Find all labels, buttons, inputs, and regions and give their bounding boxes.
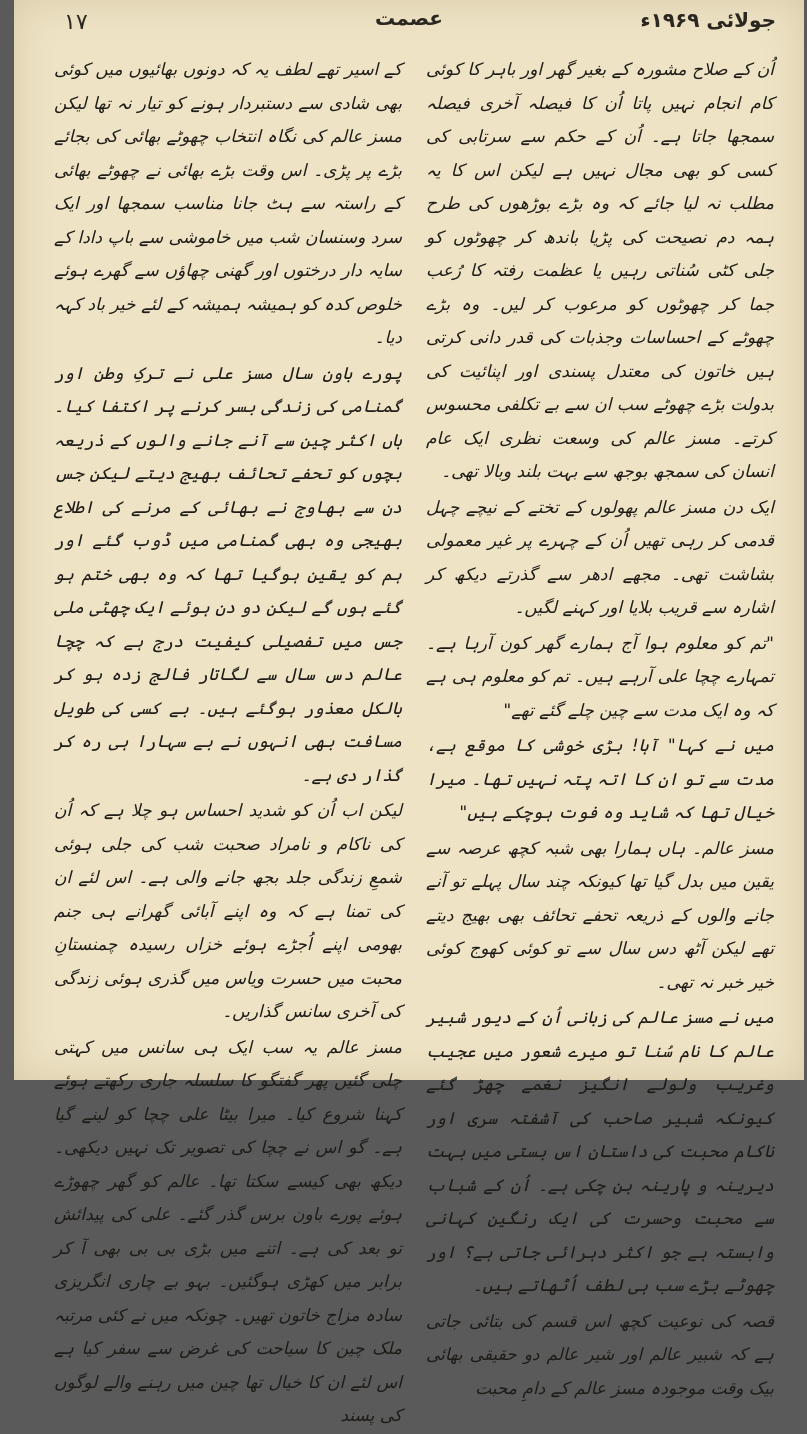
paragraph: مسز عالم۔ ہاں ہمارا بھی شبہ کچھ عرصہ سے یقین میں بدل گیا تھا کیونکہ چند سال پہلے تو آنے جانے والوں کے ذریعہ تحفے تحائف بھی بھیج دیتے تھے لیکن آٹھ دس سال سے تو کوئی کھوج کوئی خیر خبر نہ تھی۔ xyxy=(426,838,774,993)
paragraph: میں نے مسز عالم کی زبانی اُن کے دیور شبیر عالم کا نام سُنا تو میرے شعور میں عجیب وغریب ولولے انگیز نغمے چھڑ گئے کیونکہ شبیر صاحب کی آشفتہ سری اور ناکام محبت کی داستان اس بستی میں بہت دیرینہ و پارینہ بن چکی ہے۔ اُن کے شباب سے محبت وحسرت کی ایک رنگین کہانی وابستہ ہے جو اکثر دہرائی جاتی ہے؟ اور چھوٹے بڑے سب ہی لطف اُٹھاتے ہیں۔ xyxy=(426,1008,774,1296)
right-column xyxy=(426,54,774,1399)
paragraph: لیکن اب اُن کو شدید احساس ہو چلا ہے کہ اُن کی ناکام و نامراد صحبت شب کی جلی ہوئی شمعِ زندگی جلد بجھ جانے والی ہے۔ اس لئے ان کی تمنا ہے کہ وہ اپنے آبائی گھرانے ہی جنم بھومی اپنے اُجڑے ہوئے خزاں رسیدہ چمنستانِ محبت میں حسرت ویاس میں گذری ہوئی زندگی کی آخری سانس گذاریں۔ xyxy=(54,801,402,1022)
left-column xyxy=(54,54,402,1426)
journal-title: عصمت xyxy=(375,6,443,30)
paragraph: اُن کے صلاح مشورہ کے بغیر گھر اور باہر کا کوئی کام انجام نہیں پاتا اُن کا فیصلہ آخری فیصلہ سمجھا جاتا ہے۔ اُن کے حکم سے سرتابی کی کسی کو بھی مجال نہیں ہے لیکن اس کا یہ مطلب نہ لیا جائے کہ وہ بڑے بوڑھوں کی طرح ہمہ دم نصیحت کی پڑیا باندھ کر چھوٹوں کو جلی کٹی سُناتی رہیں یا عظمت رفتہ کا رُعب جما کر چھوٹوں کو مرعوب کر لیں۔ وہ بڑے چھوٹے کے احساسات وجذبات کی قدر دانی کرتی ہیں خاتون کی معتدل پسندی اور اپنائیت کی بدولت بڑے چھوٹے سب ان سے بے تکلفی محسوس کرتے۔ مسز عالم کی وسعت نظری ایک عام انسان کی سمجھ بوجھ سے بہت بلند وبالا تھی۔ xyxy=(426,60,774,482)
page-number: ۱۷ xyxy=(64,10,88,35)
paragraph: کے اسیر تھے لطف یہ کہ دونوں بھائیوں میں کوئی بھی شادی سے دستبردار ہونے کو تیار نہ تھا لیکن مسز عالم کی نگاہ انتخاب چھوٹے بھائی کی بجائے بڑے پر پڑی۔ اس وقت بڑے بھائی نے چھوٹے بھائی کے راستہ سے ہٹ جانا مناسب سمجھا اور ایک سرد وسنسان شب میں خاموشی سے باپ دادا کے سایہ دار درختوں اور گھنی چھاؤں سے گھرے ہوئے خلوص کدہ کو ہمیشہ ہمیشہ کے لئے خیر باد کہہ دیا۔ xyxy=(54,60,402,348)
issue-date: جولائی ۱۹۶۹ء xyxy=(640,8,776,32)
paragraph: قصہ کی نوعیت کچھ اس قسم کی بتائی جاتی ہے کہ شبیر عالم اور شیر عالم دو حقیقی بھائی بیک وقت موجودہ مسز عالم کے دامِ محبت xyxy=(426,1311,774,1399)
magazine-page xyxy=(14,0,804,1426)
paragraph: ایک دن مسز عالم پھولوں کے تختے کے نیچے چہل قدمی کر رہی تھیں اُن کے چہرے پر غیر معمولی بشاشت تھی۔ مجھے ادھر سے گذرتے دیکھ کر اشارہ سے قریب بلایا اور کہنے لگیں۔ xyxy=(426,497,774,618)
page-header xyxy=(14,0,804,44)
text-columns xyxy=(54,54,774,1426)
paragraph: پورے باون سال مسز علی نے ترکِ وطن اور گمنامی کی زندگی بسر کرنے پر اکتفا کیا۔ ہاں اکثر چین سے آنے جانے والوں کے ذریعہ بچوں کو تحفے تحائف بھیج دیتے لیکن جس دن سے بھاوج نے بھائی کے مرنے کی اطلاع بھیجی وہ بھی گمنامی میں ڈوب گئے اور ہم کو یقین ہوگیا تھا کہ وہ بھی ختم ہو گئے ہوں گے لیکن دو دن ہوئے ایک چھٹی ملی جس میں تفصیلی کیفیت درج ہے کہ چچا عالم دس سال سے لگاتار فالج زدہ ہو کر بالکل معذور ہوگئے ہیں۔ بے کسی کی طویل مسافت بھی انہوں نے بے سہارا ہی رہ کر گذار دی ہے۔ xyxy=(54,363,402,786)
paragraph: میں نے کہا" آہا! بڑی خوشی کا موقع ہے، مدت سے تو ان کا اتہ پتہ نہیں تھا۔ میرا خیال تھا کہ شاید وہ فوت ہوچکے ہیں" xyxy=(426,736,774,823)
paragraph: مسز عالم یہ سب ایک ہی سانس میں کہتی چلی گئیں پھر گفتگو کا سلسلہ جاری رکھتے ہوئے کہنا شروع کیا۔ میرا بیٹا علی چچا کو لینے گیا ہے۔ گو اس نے چچا کی تصویر تک نہیں دیکھی۔ دیکھ بھی کیسے سکتا تھا۔ عالم کو گھر چھوڑے ہوئے پورے باون برس گذر گئے۔ علی کی پیدائش تو بعد کی ہے۔ اتنے میں بڑی بی بی بھی آ کر برابر میں کھڑی ہوگئیں۔ بہو بے چاری انگریزی سادہ مزاج خاتون تھیں۔ چونکہ میں نے کئی مرتبہ ملک چین کا سیاحت کی غرض سے سفر کیا ہے اس لئے ان کا خیال تھا چین میں رہنے والے لوگوں کی پسند xyxy=(54,1037,402,1426)
paragraph: "تم کو معلوم ہوا آج ہمارے گھر کون آرہا ہے۔ تمہارے چچا علی آرہے ہیں۔ تم کو معلوم ہی ہے کہ وہ ایک مدت سے چین چلے گئے تھے" xyxy=(426,633,774,721)
